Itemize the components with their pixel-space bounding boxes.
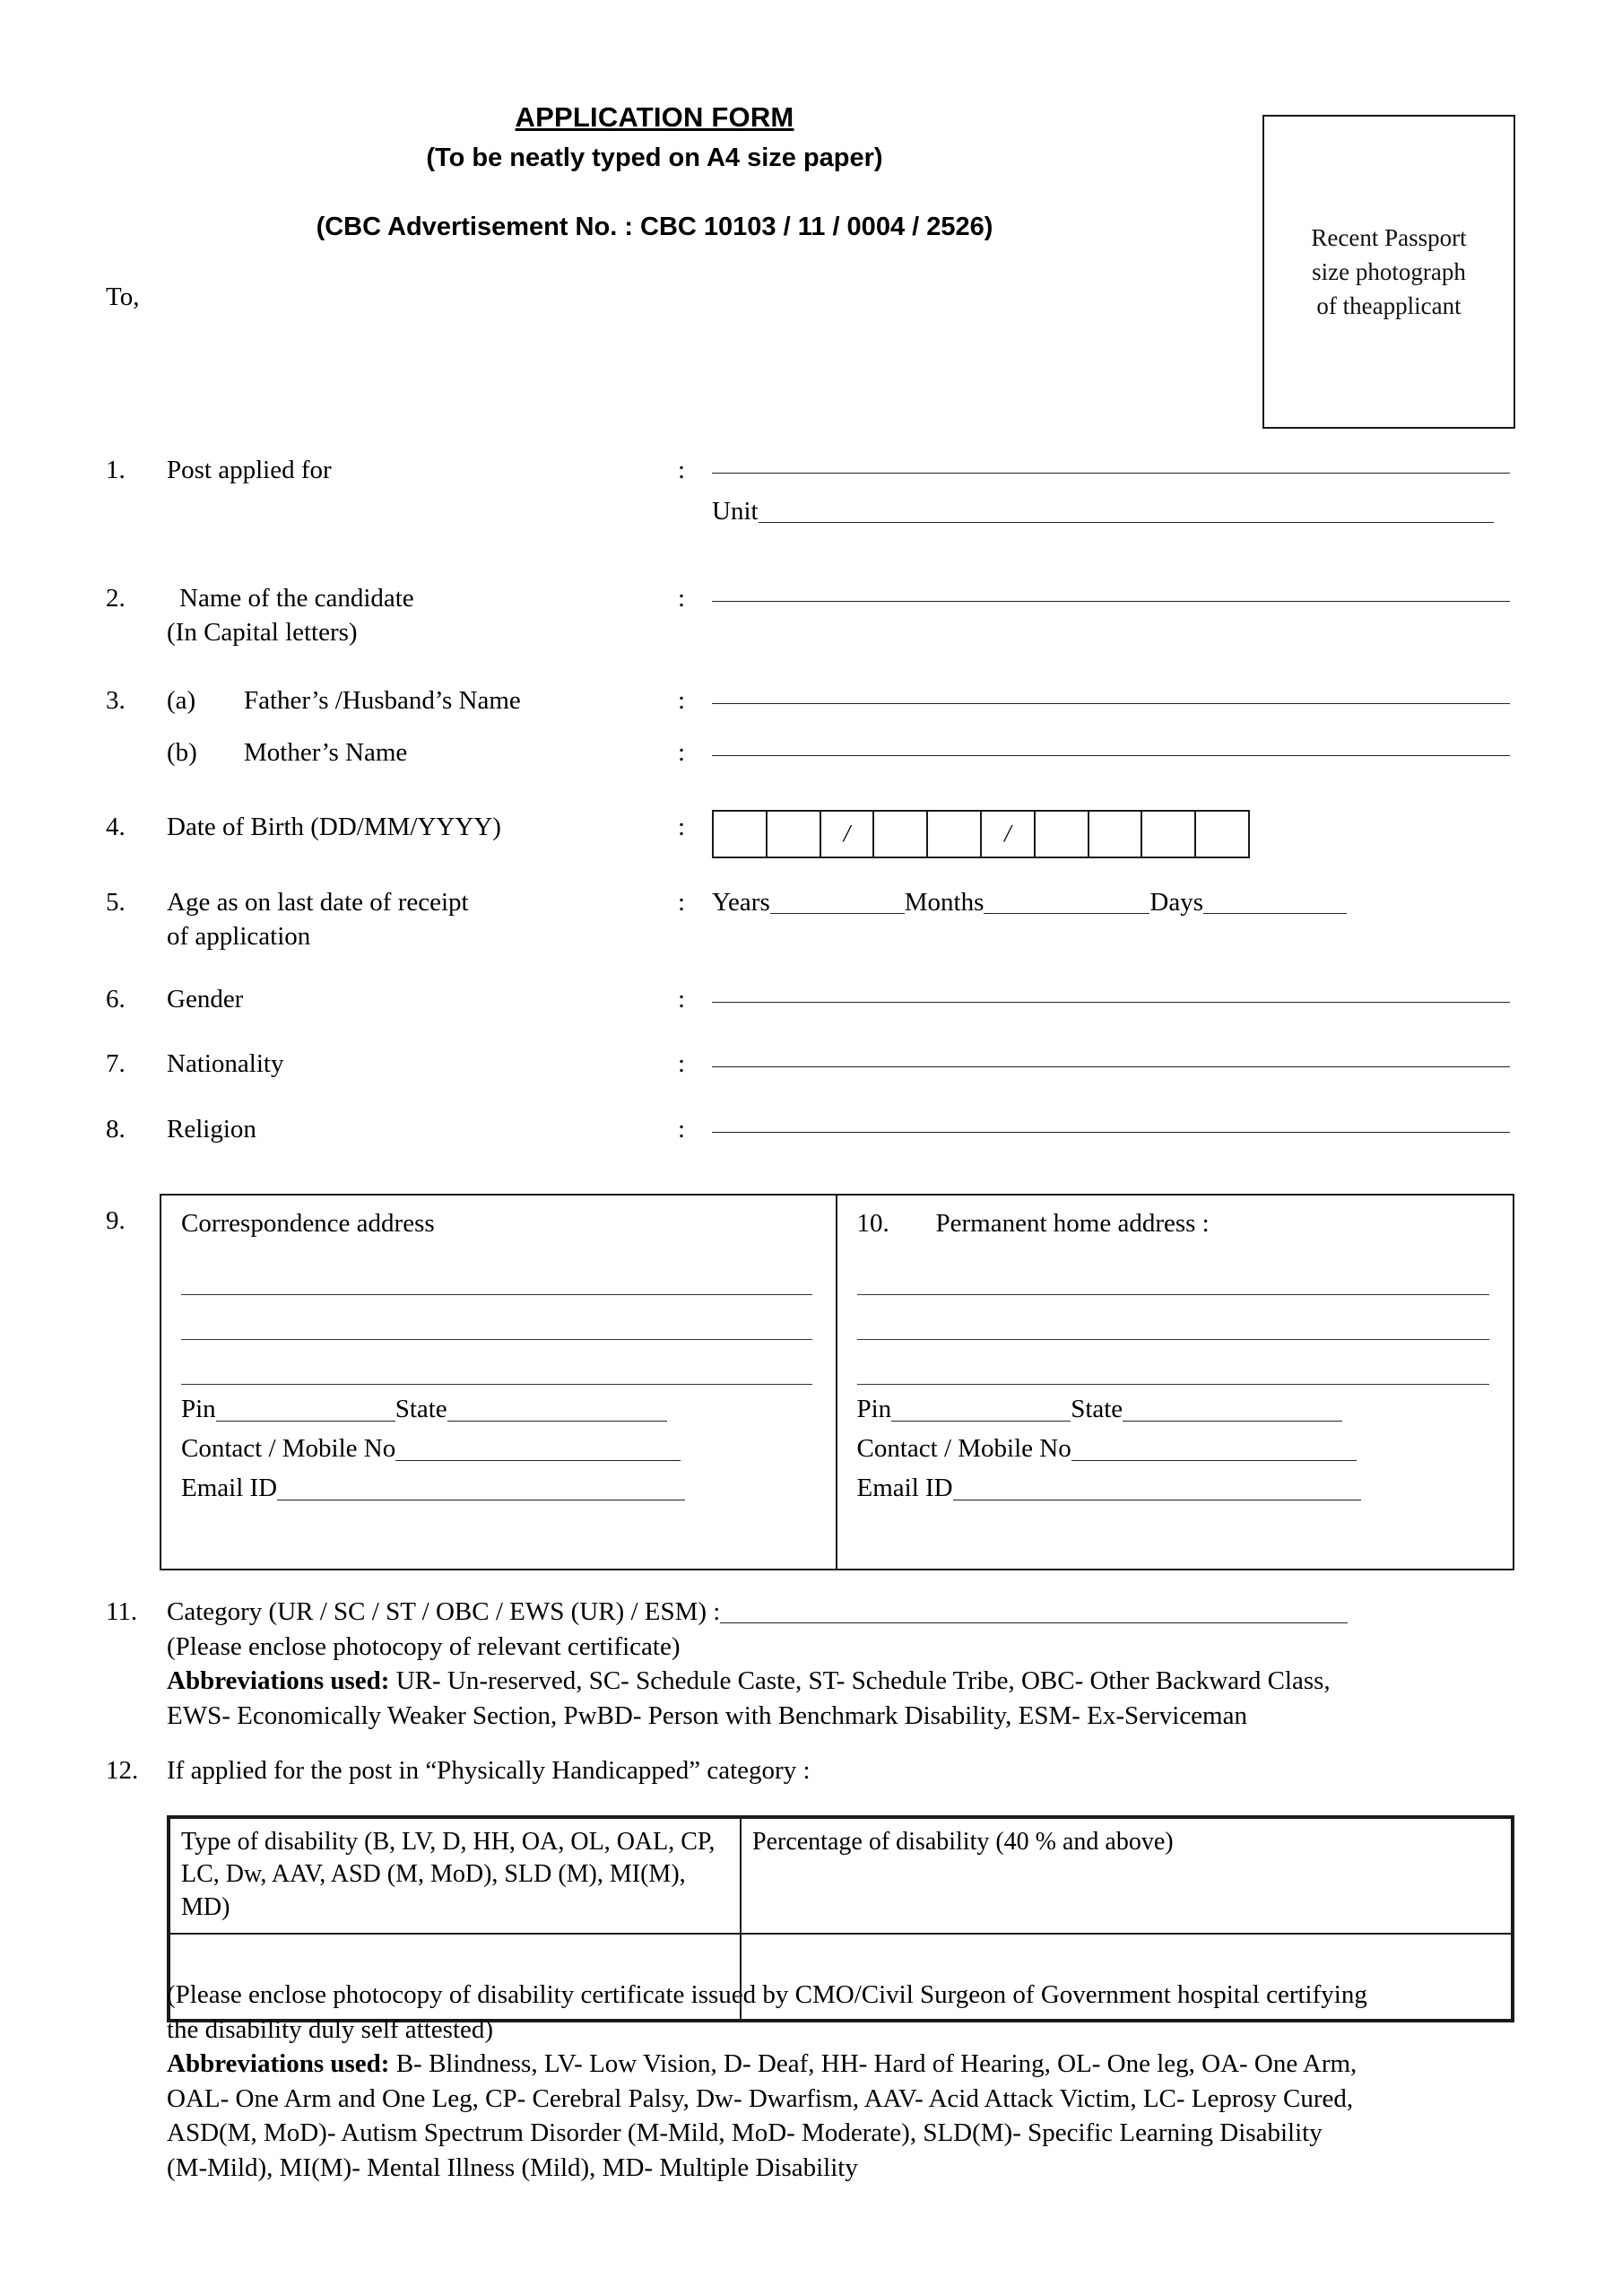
q12-abbreviations-line-3: ASD(M, MoD)- Autism Spectrum Disorder (M-Mild, MoD- Moderate), SLD(M)- Specific Learning Disability [167, 2118, 1323, 2148]
q4-colon: : [678, 813, 686, 841]
q3-number: 3. [106, 686, 126, 715]
q3b-label-group [167, 735, 678, 770]
q12-abbreviations-line-1 [167, 2047, 1530, 2082]
q5-colon: : [678, 888, 686, 917]
question-7-nationality [106, 1047, 1540, 1081]
q12-note-line-2: the disability duly self attested) [167, 2014, 494, 2044]
q1-unit-label: Unit [712, 497, 759, 526]
q9-contact-label: Contact / Mobile No [181, 1434, 396, 1464]
question-6-gender [106, 982, 1540, 1016]
q9-contact-input[interactable] [395, 1460, 681, 1461]
q10-state-label: State [1071, 1394, 1123, 1423]
q4-number: 4. [106, 813, 126, 841]
photo-placeholder-line-1: Recent Passport [1311, 223, 1467, 251]
q10-email-label: Email ID [856, 1474, 953, 1503]
q8-label: Religion [167, 1115, 256, 1144]
question-8-religion [106, 1112, 1540, 1146]
q4-dob-cells[interactable] [712, 810, 1540, 858]
disability-type-header-line-1: Type of disability (B, LV, D, HH, OA, OL, OAL, CP, [181, 1828, 716, 1856]
q2-colon: : [678, 584, 686, 613]
q7-colon: : [678, 1049, 686, 1078]
q1-unit-row [712, 494, 1540, 528]
q1-unit-input[interactable] [759, 504, 1494, 523]
addressee-label: To, [106, 283, 140, 311]
dob-cell-2[interactable] [768, 812, 821, 857]
q11-abbreviations-line-2: EWS- Economically Weaker Section, PwBD- Person with Benchmark Disability, ESM- Ex-Serviceman [167, 1700, 1247, 1730]
q12-notes-block [167, 1978, 1530, 2185]
q12-abbreviations-line-2: OAL- One Arm and One Leg, CP- Cerebral Palsy, Dw- Dwarfism, AAV- Acid Attack Victim, LC- Leprosy Cured, [167, 2083, 1354, 2113]
header-subtitle: (To be neatly typed on A4 size paper) [426, 143, 883, 172]
disability-type-header-line-2: LC, Dw, AAV, ASD (M, MoD), SLD (M), MI(M), MD) [181, 1860, 686, 1921]
q9-address-line-2[interactable] [181, 1295, 812, 1340]
q6-number: 6. [106, 985, 126, 1013]
photo-placeholder-line-2: size photograph [1312, 257, 1466, 285]
q1-label: Post applied for [167, 456, 332, 484]
form-header [0, 0, 1622, 320]
correspondence-address-cell [161, 1196, 837, 1569]
q9-pin-state-row [181, 1395, 812, 1424]
q9-email-label: Email ID [181, 1474, 278, 1503]
q3b-marker: (b) [167, 738, 197, 768]
q9-address-line-1[interactable] [181, 1245, 812, 1295]
q5-months-label: Months [904, 888, 984, 917]
q10-number: 10. [856, 1209, 889, 1238]
q10-pin-state-row [857, 1395, 1490, 1424]
q7-label: Nationality [167, 1049, 284, 1078]
question-1-post-applied-for [106, 453, 1540, 529]
q12-label: If applied for the post in “Physically Handicapped” category : [167, 1756, 811, 1785]
q9-contact-row [181, 1434, 812, 1464]
q12-number: 12. [106, 1756, 139, 1785]
q3a-father-husband-input[interactable] [712, 683, 1540, 704]
q10-address-line-2[interactable] [857, 1295, 1490, 1340]
q11-abbreviations-line-1 [167, 1664, 1540, 1699]
q10-state-input[interactable] [1123, 1421, 1342, 1422]
q11-note: (Please enclose photocopy of relevant certificate) [167, 1631, 681, 1661]
dob-cell-8[interactable] [1089, 812, 1143, 857]
q11-label: Category (UR / SC / ST / OBC / EWS (UR) / ESM) : [167, 1597, 721, 1626]
question-12-physically-handicapped [106, 1753, 1540, 1788]
q7-nationality-input[interactable] [712, 1047, 1540, 1067]
q1-colon: : [678, 456, 686, 484]
q10-address-line-1[interactable] [857, 1245, 1490, 1295]
q5-days-label: Days [1149, 888, 1203, 917]
q2-label-group [167, 581, 678, 650]
q10-heading-group [857, 1208, 1490, 1239]
q10-contact-label: Contact / Mobile No [856, 1434, 1071, 1464]
q5-years-label: Years [712, 888, 770, 917]
q10-contact-row [857, 1434, 1490, 1464]
passport-photo-placeholder [1262, 115, 1515, 429]
question-2-candidate-name [106, 581, 1540, 650]
q12-abbr-text-1: B- Blindness, LV- Low Vision, D- Deaf, HH- Hard of Hearing, OL- One leg, OA- One Arm, [389, 2049, 1357, 2079]
q5-age-fields [712, 885, 1540, 919]
q12-abbreviations-line-4: (M-Mild), MI(M)- Mental Illness (Mild), MD- Multiple Disability [167, 2152, 858, 2182]
q9-state-label: State [395, 1394, 447, 1423]
q6-colon: : [678, 985, 686, 1013]
q6-gender-input[interactable] [712, 982, 1540, 1003]
q3a-label-group [167, 683, 678, 718]
q10-email-row [857, 1474, 1490, 1503]
page-title: APPLICATION FORM [515, 101, 794, 133]
q1-post-input[interactable] [712, 453, 1540, 474]
q9-address-line-3[interactable] [181, 1340, 812, 1385]
q5-days-input[interactable] [1203, 913, 1347, 914]
photo-placeholder-line-3: of theapplicant [1316, 292, 1462, 320]
q9-heading: Correspondence address [181, 1209, 435, 1238]
q12-abbr-title: Abbreviations used: [167, 2049, 390, 2079]
dob-cell-7[interactable] [1036, 812, 1089, 857]
q9-email-row [181, 1474, 812, 1503]
q3a-marker: (a) [167, 686, 196, 715]
q5-label-cont: of application [167, 922, 311, 952]
disability-type-header [169, 1818, 741, 1934]
header-title-block [58, 100, 1251, 245]
q3a-colon: : [678, 686, 686, 715]
permanent-address-cell [837, 1196, 1514, 1569]
q8-religion-input[interactable] [712, 1112, 1540, 1133]
dob-cell-grid[interactable] [712, 810, 1250, 858]
q10-address-line-3[interactable] [857, 1340, 1490, 1385]
q2-label-note: (In Capital letters) [167, 618, 358, 648]
disability-table-header-row [169, 1818, 1512, 1934]
q11-abbr-title: Abbreviations used: [167, 1666, 390, 1696]
photo-placeholder-text [1311, 221, 1466, 324]
dob-cell-6[interactable]: / [982, 812, 1036, 857]
header-advertisement-no: (CBC Advertisement No. : CBC 10103 / 11 / 0004 / 2526) [316, 212, 993, 241]
question-4-date-of-birth [106, 810, 1540, 858]
q1-number: 1. [106, 456, 126, 484]
dob-cell-5[interactable] [928, 812, 982, 857]
q5-number: 5. [106, 888, 126, 917]
q6-label: Gender [167, 985, 244, 1013]
dob-cell-9[interactable] [1142, 812, 1196, 857]
q3a-label: Father’s /Husband’s Name [244, 686, 521, 715]
disability-percentage-header: Percentage of disability (40 % and above) [741, 1818, 1512, 1934]
question-11-category [106, 1595, 1540, 1733]
q9-number: 9. [106, 1206, 126, 1235]
q5-months-input[interactable] [984, 913, 1149, 914]
q2-label: Name of the candidate [179, 584, 414, 613]
dob-cell-4[interactable] [874, 812, 928, 857]
q11-category-input[interactable] [720, 1622, 1348, 1623]
q10-heading: Permanent home address : [935, 1209, 1210, 1238]
q10-contact-input[interactable] [1071, 1460, 1357, 1461]
q10-pin-input[interactable] [891, 1421, 1071, 1422]
dob-cell-1[interactable] [714, 812, 768, 857]
q4-label: Date of Birth (DD/MM/YYYY) [167, 813, 501, 841]
dob-cell-3[interactable]: / [821, 812, 875, 857]
question-3-parent-names [106, 683, 1540, 770]
q2-number: 2. [106, 584, 126, 613]
q3b-mother-input[interactable] [712, 735, 1540, 756]
q11-abbr-text-1: UR- Un-reserved, SC- Schedule Caste, ST- Schedule Tribe, OBC- Other Backward Class, [389, 1666, 1331, 1696]
q11-number: 11. [106, 1597, 138, 1626]
q3b-colon: : [678, 738, 686, 768]
q8-number: 8. [106, 1115, 126, 1144]
q7-number: 7. [106, 1049, 126, 1078]
q2-name-input[interactable] [712, 581, 1540, 602]
q3b-label: Mother’s Name [244, 738, 408, 768]
q10-pin-label: Pin [856, 1394, 892, 1423]
q9-pin-input[interactable] [216, 1421, 395, 1422]
q5-label: Age as on last date of receipt [167, 888, 469, 917]
address-block [160, 1194, 1514, 1570]
q9-state-input[interactable] [447, 1421, 667, 1422]
q8-colon: : [678, 1115, 686, 1144]
question-5-age [106, 885, 1540, 954]
q12-note-line-1: (Please enclose photocopy of disability certificate issued by CMO/Civil Surgeon of Government hospital certifying [167, 1980, 1367, 2009]
q9-pin-label: Pin [181, 1394, 216, 1423]
q11-body [167, 1595, 1540, 1733]
q5-years-input[interactable] [770, 913, 905, 914]
dob-cell-10[interactable] [1196, 812, 1248, 857]
q5-label-group [167, 885, 678, 954]
q11-label-row [167, 1595, 1540, 1630]
